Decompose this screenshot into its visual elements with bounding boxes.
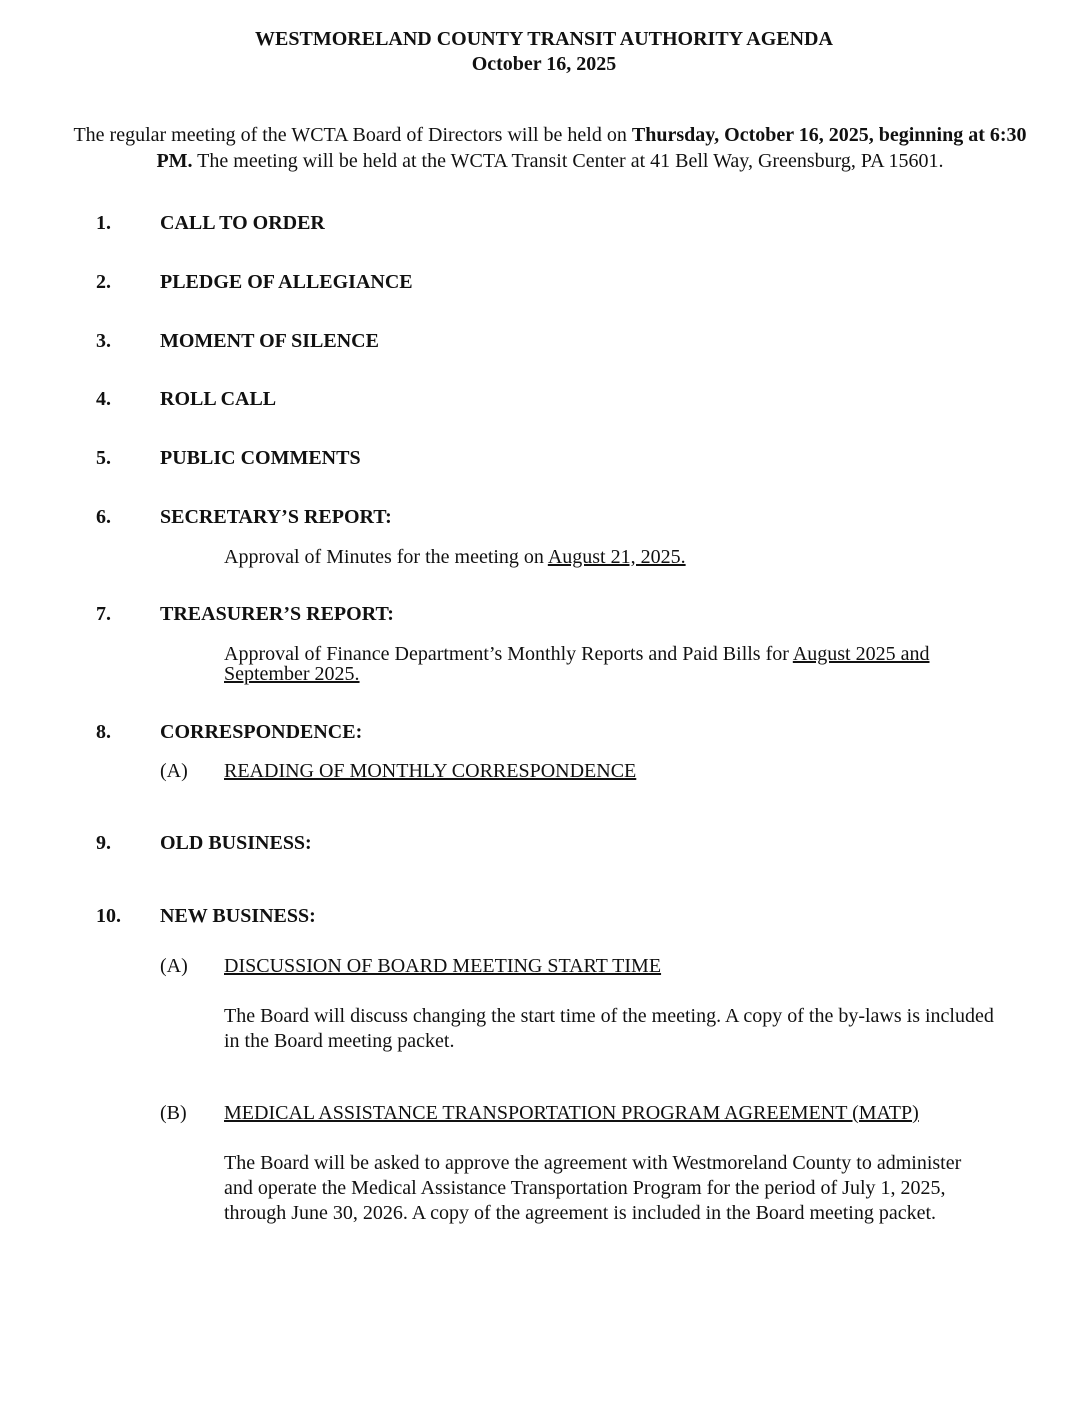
item-number: 8. (96, 721, 111, 743)
item-number: 1. (96, 212, 111, 234)
item-title: PUBLIC COMMENTS (160, 447, 361, 469)
secretary-date-link: August 21, 2025. (547, 546, 686, 568)
intro-text-1: The regular meeting of the WCTA Board of Directors will be held on (73, 124, 632, 146)
sub-item-letter: (B) (160, 1102, 187, 1124)
intro-text-2: The meeting will be held at the WCTA Transit Center at 41 Bell Way, Greensburg, PA 15601. (192, 150, 944, 172)
intro-paragraph (55, 122, 1045, 174)
item-title: SECRETARY’S REPORT: (160, 506, 392, 528)
sub-item-letter: (A) (160, 760, 188, 782)
sub-item-title: READING OF MONTHLY CORRESPONDENCE (224, 760, 637, 782)
new-business-description: The Board will discuss changing the start time of the meeting. A copy of the by-laws is included in the Board meeting packet. (224, 1005, 994, 1052)
new-business-description: The Board will be asked to approve the agreement with Westmoreland County to administer and operate the Medical Assistance Transportation Program for the period of July 1, 2025, through June 30, 2026. A copy of the agreement is included in the Board meeting packet. (224, 1152, 962, 1224)
item-title: ROLL CALL (160, 388, 277, 410)
document-title: WESTMORELAND COUNTY TRANSIT AUTHORITY AGENDA (255, 28, 833, 50)
treasurer-period-link: August 2025 and September 2025. (224, 643, 930, 685)
item-number: 3. (96, 330, 111, 352)
item-number: 2. (96, 271, 111, 293)
item-number: 6. (96, 506, 111, 528)
treasurer-report-text (224, 644, 969, 684)
item-number: 4. (96, 388, 111, 410)
sub-item-letter: (A) (160, 955, 188, 977)
item-title: MOMENT OF SILENCE (160, 330, 379, 352)
item-number: 7. (96, 603, 111, 625)
item-title: PLEDGE OF ALLEGIANCE (160, 271, 413, 293)
item-title: TREASURER’S REPORT: (160, 603, 394, 625)
item-number: 9. (96, 832, 111, 854)
secretary-text: Approval of Minutes for the meeting on (224, 546, 548, 568)
item-title: CORRESPONDENCE: (160, 721, 363, 743)
treasurer-text: Approval of Finance Department’s Monthly Reports and Paid Bills for (224, 643, 793, 665)
item-title: OLD BUSINESS: (160, 832, 312, 854)
sub-item-title: MEDICAL ASSISTANCE TRANSPORTATION PROGRAM AGREEMENT (MATP) (224, 1102, 919, 1124)
sub-item-title: DISCUSSION OF BOARD MEETING START TIME (224, 955, 662, 977)
item-title: CALL TO ORDER (160, 212, 325, 234)
secretary-report-text (224, 545, 994, 570)
item-number: 5. (96, 447, 111, 469)
document-date: October 16, 2025 (471, 53, 617, 75)
item-number: 10. (96, 905, 121, 927)
intro-bold-date: Thursday, October 16, 2025, beginning at 6:30 PM. (156, 124, 1027, 172)
item-title: NEW BUSINESS: (160, 905, 316, 927)
